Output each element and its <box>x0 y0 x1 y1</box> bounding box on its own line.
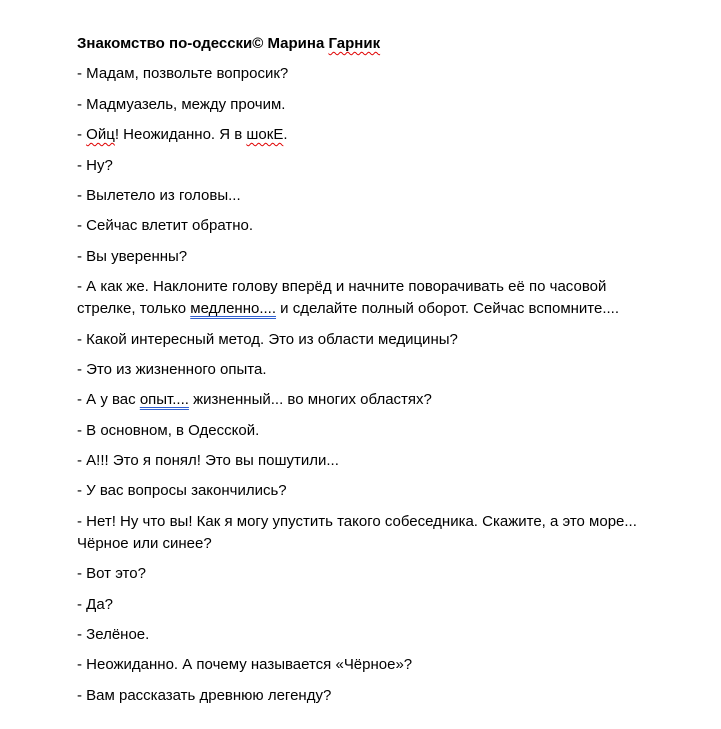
paragraph: - А!!! Это я понял! Это вы пошутили... <box>77 452 339 470</box>
grammar-error[interactable]: медленно.... <box>190 300 277 318</box>
text: Чёрное или синее? <box>77 534 212 552</box>
paragraph: - В основном, в Одесской. <box>77 421 260 439</box>
text: - Нет! Ну что вы! Как я могу упустить такого собеседника. Скажите, а это море... <box>77 512 637 530</box>
text: - <box>77 126 87 144</box>
text: - А как же. Наклоните голову вперёд и начните поворачивать её по часовой <box>77 278 607 296</box>
spelling-error[interactable]: шокЕ <box>246 126 284 144</box>
paragraph <box>77 511 637 555</box>
paragraph: - Ну? <box>77 156 113 174</box>
paragraph: - Неожиданно. А почему называется «Чёрное»? <box>77 656 413 674</box>
text: и сделайте полный оборот. Сейчас вспомните.... <box>276 300 620 318</box>
paragraph: - Сейчас влетит обратно. <box>77 217 254 235</box>
paragraph: - Мадам, позвольте вопросик? <box>77 65 289 83</box>
title-author-surname[interactable]: Гарник <box>328 35 381 52</box>
paragraph: - Вы уверенны? <box>77 247 188 265</box>
text: стрелке, только <box>77 300 191 318</box>
paragraph: - У вас вопросы закончились? <box>77 482 287 500</box>
text: жизненный... во многих областях? <box>188 391 432 409</box>
text: ! Неожиданно. Я в <box>114 126 247 144</box>
grammar-error[interactable]: опыт.... <box>139 391 189 409</box>
paragraph <box>77 389 637 411</box>
paragraph: - Мадмуазель, между прочим. <box>77 95 286 113</box>
paragraph: - Вылетело из головы... <box>77 186 241 204</box>
paragraph: - Какой интересный метод. Это из области медицины? <box>77 330 458 348</box>
text: - А у вас <box>77 391 140 409</box>
text: . <box>283 126 288 144</box>
paragraph: - Вот это? <box>77 565 146 583</box>
title-text: Знакомство по-одесски© Марина <box>77 35 329 52</box>
paragraph: - Вам рассказать древнюю легенду? <box>77 686 332 704</box>
paragraph: - Зелёное. <box>77 626 150 644</box>
document-body[interactable] <box>77 33 637 715</box>
paragraph <box>77 124 637 146</box>
spelling-error[interactable]: Ойц <box>86 126 115 144</box>
paragraph <box>77 276 637 320</box>
paragraph: - Это из жизненного опыта. <box>77 360 267 378</box>
document-title <box>77 33 637 55</box>
paragraph: - Да? <box>77 595 114 613</box>
